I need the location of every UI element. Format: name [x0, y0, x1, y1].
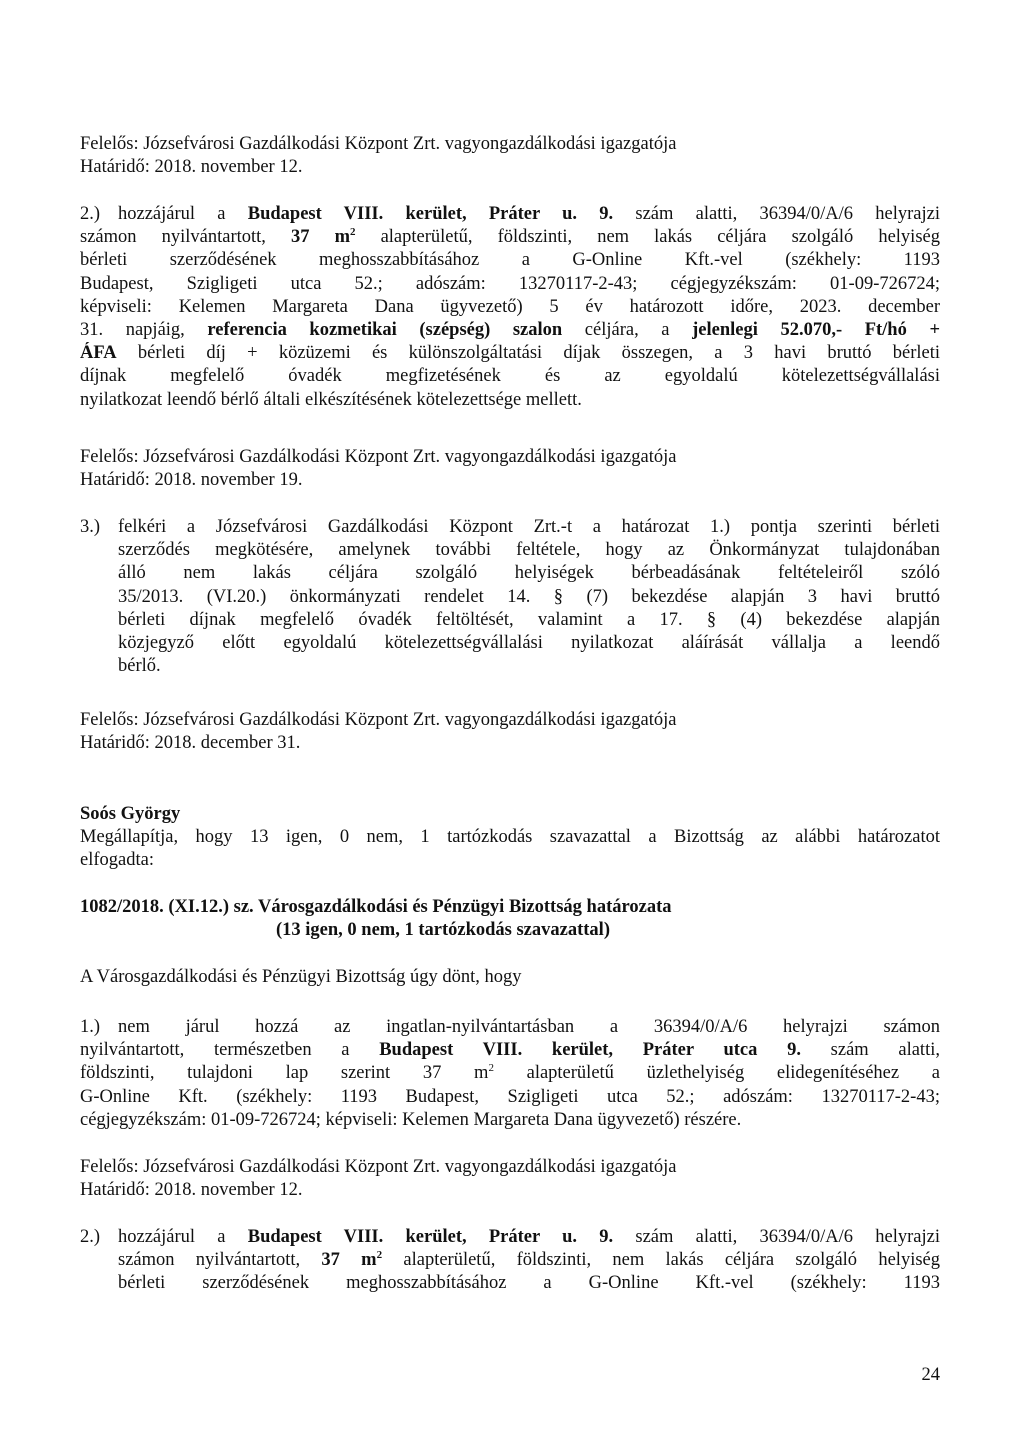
- resolution-intro: A Városgazdálkodási és Pénzügyi Bizottság úgy dönt, hogy: [80, 967, 522, 987]
- resolution-item-2: [80, 203, 940, 423]
- text-line: G-Online Kft. (székhely: 1193 Budapest, Szigligeti utca 52.; adószám: 13270117-2-43;: [80, 1086, 940, 1107]
- deadline-line: Határidő: 2018. december 31.: [80, 733, 301, 754]
- item-text: [118, 1226, 940, 1296]
- text-line: bérleti szerződésének meghosszabbításához a G-Online Kft.-vel (székhely: 1193: [118, 1273, 940, 1294]
- deadline-line: Határidő: 2018. november 12.: [80, 1180, 303, 1201]
- text-line: felkéri a Józsefvárosi Gazdálkodási Központ Zrt.-t a határozat 1.) pontja szerinti bérleti: [118, 517, 940, 537]
- text-line: cégjegyzékszám: 01-09-726724; képviseli: Kelemen Margareta Dana ügyvezető) részére.: [80, 1109, 742, 1130]
- resolution-item-1: [80, 1016, 940, 1136]
- item-number: 2.): [80, 204, 101, 224]
- text-line: nyilvántartott, természetben a Budapest VIII. kerület, Práter utca 9. szám alatti,: [80, 1040, 940, 1061]
- page-number: 24: [921, 1365, 940, 1385]
- responsible-block-3: [80, 709, 940, 755]
- text-line: számon nyilvántartott, 37 $m^2$ alapterületű, földszinti, nem lakás céljára szolgáló helyiség: [80, 226, 940, 248]
- item-text: [80, 1016, 940, 1132]
- resolution-item-2b: [80, 1226, 940, 1301]
- text-line: képviseli: Kelemen Margareta Dana ügyvezető) 5 év határozott időre, 2023. december: [80, 296, 940, 317]
- item-text: [80, 203, 940, 412]
- text-line: díjnak megfelelő óvadék megfizetésének és az egyoldalú kötelezettségvállalási: [80, 366, 940, 387]
- responsible-block-2: [80, 446, 940, 492]
- text-line: ÁFA bérleti díj + közüzemi és különszolgáltatási díjak összegen, a 3 havi bruttó bérleti: [80, 343, 940, 364]
- item-number: 1.): [80, 1017, 101, 1037]
- item-number: 2.): [80, 1227, 101, 1247]
- responsible-line: Felelős: Józsefvárosi Gazdálkodási Központ Zrt. vagyongazdálkodási igazgatója: [80, 1157, 677, 1177]
- item-number: 3.): [80, 517, 101, 537]
- text-line: Megállapítja, hogy 13 igen, 0 nem, 1 tartózkodás szavazattal a Bizottság az alábbi határozatot: [80, 827, 940, 848]
- responsible-line: Felelős: Józsefvárosi Gazdálkodási Központ Zrt. vagyongazdálkodási igazgatója: [80, 447, 677, 467]
- item-text: [118, 516, 940, 678]
- resolution-subtitle: (13 igen, 0 nem, 1 tartózkodás szavazattal): [276, 920, 610, 941]
- text-line: számon nyilvántartott, 37 $m^2$ alapterületű, földszinti, nem lakás céljára szolgáló helyiség: [118, 1249, 940, 1271]
- responsible-block-1: [80, 133, 940, 179]
- text-line: hozzájárul a Budapest VIII. kerület, Práter u. 9. szám alatti, 36394/0/A/6 helyrajzi: [118, 1227, 940, 1247]
- text-line: 35/2013. (VI.20.) önkormányzati rendelet 14. § (7) bekezdése alapján 3 havi bruttó: [118, 586, 940, 607]
- text-line: földszinti, tulajdoni lap szerint 37 $m^2$ alapterületű üzlethelyiség elidegenítéséhez a: [80, 1062, 940, 1084]
- text-line: szerződés megkötésére, amelynek további feltétele, hogy az Önkormányzat tulajdonában: [118, 540, 940, 561]
- resolution-intro-block: [80, 966, 940, 989]
- text-line: álló nem lakás céljára szolgáló helyiségek bérbeadásának feltételeiről szóló: [118, 563, 940, 584]
- text-line: közjegyző előtt egyoldalú kötelezettségvállalási nyilatkozat aláírását vállalja a leendő: [118, 632, 940, 653]
- responsible-line: Felelős: Józsefvárosi Gazdálkodási Központ Zrt. vagyongazdálkodási igazgatója: [80, 710, 677, 730]
- resolution-item-3: [80, 516, 940, 686]
- responsible-line: Felelős: Józsefvárosi Gazdálkodási Központ Zrt. vagyongazdálkodási igazgatója: [80, 134, 677, 154]
- text-line: bérlő.: [118, 656, 161, 677]
- responsible-block-4: [80, 1156, 940, 1202]
- text-line: bérleti díjnak megfelelő óvadék feltöltését, valamint a 17. § (4) bekezdése alapján: [118, 609, 940, 630]
- speaker-name: Soós György: [80, 804, 181, 824]
- resolution-title: 1082/2018. (XI.12.) sz. Városgazdálkodási és Pénzügyi Bizottság határozata: [80, 897, 672, 917]
- text-line: 31. napjáig, referencia kozmetikai (szépség) szalon céljára, a jelenlegi 52.070,- Ft/hó +: [80, 319, 940, 340]
- text-line: bérleti szerződésének meghosszabbításához a G-Online Kft.-vel (székhely: 1193: [80, 250, 940, 271]
- text-line: nem járul hozzá az ingatlan-nyilvántartásban a 36394/0/A/6 helyrajzi számon: [118, 1017, 940, 1037]
- resolution-heading: [80, 896, 940, 942]
- deadline-line: Határidő: 2018. november 12.: [80, 157, 303, 178]
- text-line: hozzájárul a Budapest VIII. kerület, Práter u. 9. szám alatti, 36394/0/A/6 helyrajzi: [118, 204, 940, 224]
- text-line: elfogadta:: [80, 850, 154, 871]
- deadline-line: Határidő: 2018. november 19.: [80, 470, 303, 491]
- text-line: nyilatkozat leendő bérlő általi elkészítésének kötelezettsége mellett.: [80, 389, 582, 410]
- speaker-block: [80, 803, 940, 873]
- text-line: Budapest, Szigligeti utca 52.; adószám: 13270117-2-43; cégjegyzékszám: 01-09-726724;: [80, 273, 940, 294]
